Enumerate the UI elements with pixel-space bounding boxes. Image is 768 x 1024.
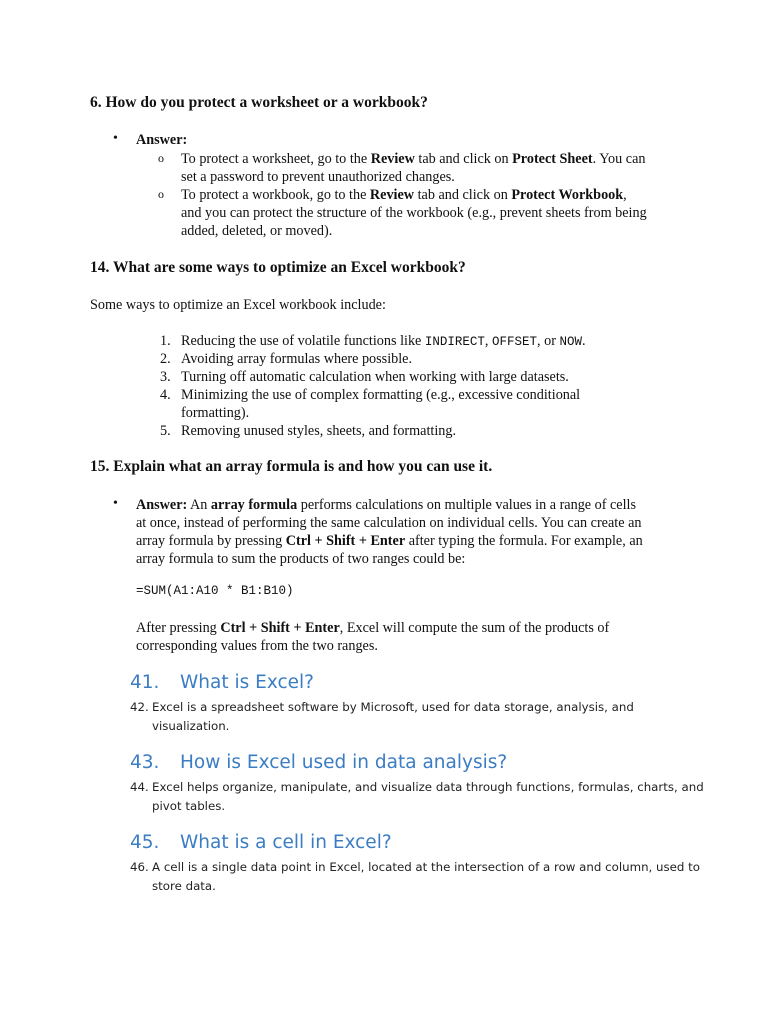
faq-heading: 43. How is Excel used in data analysis? — [130, 752, 508, 773]
list-item: Removing unused styles, sheets, and formatting. — [181, 423, 457, 439]
bullet-dot: • — [113, 496, 118, 511]
q14-heading: 14. What are some ways to optimize an Excel workbook? — [90, 259, 466, 276]
faq-heading: 45. What is a cell in Excel? — [130, 832, 392, 853]
faq-heading: 41. What is Excel? — [130, 672, 314, 693]
code-block: =SUM(A1:A10 * B1:B10) — [136, 584, 294, 598]
list-number: 5. — [160, 423, 171, 439]
list-number: 2. — [160, 351, 171, 367]
sub-bullet-marker: o — [158, 151, 164, 165]
bullet-dot: • — [113, 131, 118, 146]
faq-answer: 46. A cell is a single data point in Excel, located at the intersection of a row and column, used to store data. — [130, 860, 701, 893]
q6-item-2: To protect a workbook, go to the Review tab and click on Protect Workbook, and you can protect the structure of the workbook (e.g., prevent sheets from being added, deleted, or moved). — [181, 187, 647, 239]
list-item: Reducing the use of volatile functions like INDIRECT, OFFSET, or NOW. — [181, 333, 586, 349]
list-number: 1. — [160, 333, 171, 349]
sub-bullet-marker: o — [158, 187, 164, 201]
faq-answer: 44. Excel helps organize, manipulate, and visualize data through functions, formulas, charts, and pivot tables. — [130, 780, 704, 813]
list-item: Minimizing the use of complex formatting (e.g., excessive conditional formatting). — [181, 387, 581, 421]
q6-heading: 6. How do you protect a worksheet or a workbook? — [90, 94, 428, 111]
list-item: Avoiding array formulas where possible. — [181, 351, 413, 367]
q14-intro: Some ways to optimize an Excel workbook include: — [90, 297, 386, 313]
q6-item-1: To protect a worksheet, go to the Review tab and click on Protect Sheet. You can set a password to prevent unauthorized changes. — [181, 151, 646, 185]
q15-after: After pressing Ctrl + Shift + Enter, Excel will compute the sum of the products of corresponding values from the two ranges. — [136, 620, 610, 654]
faq-answer: 42. Excel is a spreadsheet software by Microsoft, used for data storage, analysis, and visualization. — [130, 700, 634, 733]
q15-answer: Answer: An array formula performs calculations on multiple values in a range of cells at once, instead of performing the same calculation on individual cells. You can create an array formula by pressing Ctrl + Shift + Enter after typing the formula. For example, an array formula to sum the products of two ranges could be: — [136, 497, 643, 567]
list-item: Turning off automatic calculation when working with large datasets. — [181, 369, 569, 385]
q15-heading: 15. Explain what an array formula is and how you can use it. — [90, 458, 493, 475]
list-number: 3. — [160, 369, 171, 385]
q6-answer-label: Answer: — [136, 132, 188, 148]
list-number: 4. — [160, 387, 171, 403]
